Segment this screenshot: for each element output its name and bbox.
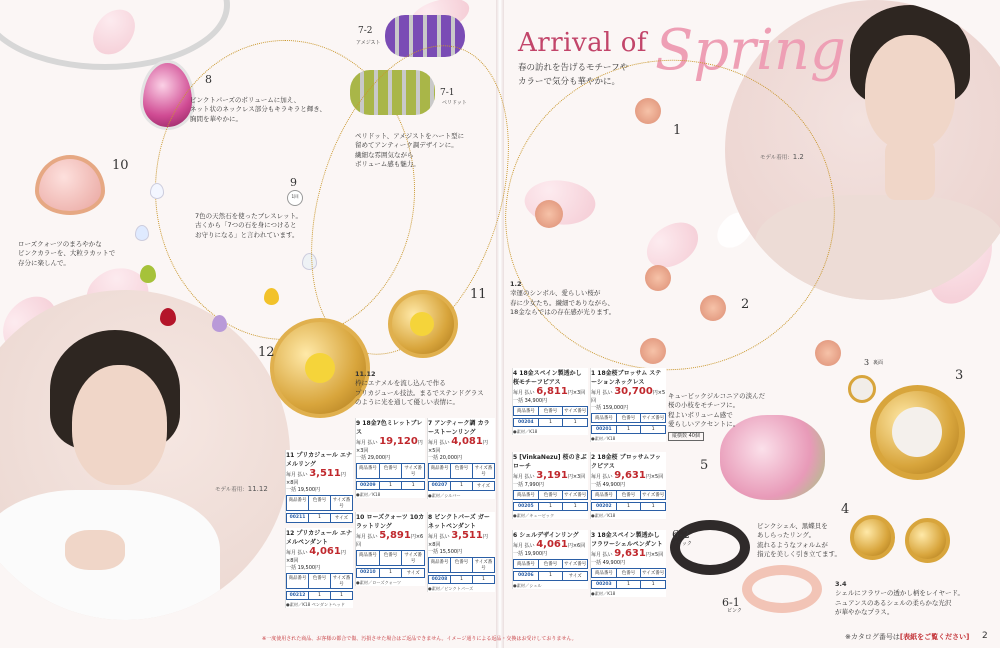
grid-header: サイズ番号 <box>642 571 665 576</box>
description-6 <box>757 522 847 560</box>
ref-label: 一括 <box>428 549 440 555</box>
text-line: 流れるようなフォルムが <box>757 540 828 549</box>
pay-label: 毎月 払い <box>428 534 450 540</box>
size-value: 1 <box>651 427 655 432</box>
grid-header: 商品番号 <box>514 407 539 415</box>
product-block-9 <box>355 418 425 498</box>
text-line: のように光を通して優しい表情に。 <box>355 398 459 407</box>
price-unit: 円×8回 <box>286 550 346 564</box>
size-value: 1 <box>651 582 655 587</box>
sakura-motif <box>535 200 563 228</box>
shell-inlay <box>892 407 942 457</box>
grid-header: サイズ番号 <box>474 560 493 571</box>
product-name: 18金桜ブロッサム ステーションネックレス <box>591 370 662 386</box>
product-block-4 <box>512 368 588 435</box>
order-grid <box>591 568 666 578</box>
product-code: 00203 <box>592 581 617 588</box>
text-line: 古くから「7つの石を身につけると <box>195 221 297 230</box>
catalog-number-note <box>845 632 969 642</box>
sakura-motif <box>815 340 841 366</box>
text-line: が華やかなプラス。 <box>835 608 894 617</box>
grid-header: 商品番号 <box>514 560 539 568</box>
product-block-2 <box>590 452 666 519</box>
item-number: 5 <box>700 458 709 473</box>
ref-label: 一括 <box>356 455 368 461</box>
pay-label: 毎月 払い <box>513 543 535 549</box>
product-name: アンティーク調 カラーストーンリング <box>428 420 490 436</box>
size-value: サイズ <box>568 574 582 579</box>
stone-count-tag: 縦横数 40個 <box>668 432 704 441</box>
product-number: 8 <box>428 514 433 521</box>
product-number: 5 <box>513 454 518 461</box>
reference-price: 49,900円 <box>602 560 626 566</box>
description-10 <box>18 240 138 268</box>
text-line: 3.4 <box>835 580 847 588</box>
product-name: プリカジュール エナメルペンダント <box>286 530 353 546</box>
sakura-motif <box>640 338 666 364</box>
reference-price: 49,900円 <box>602 482 626 488</box>
pay-label: 毎月 払い <box>591 552 613 558</box>
size-value: 1 <box>651 504 655 509</box>
grid-header: 色番号 <box>451 558 473 572</box>
product-code: 00207 <box>429 482 451 490</box>
gemstone-charm <box>140 265 156 283</box>
order-grid: 00203 1 1 <box>591 580 666 589</box>
product-code: 00210 <box>357 569 380 577</box>
back-label: 裏面 <box>873 360 884 366</box>
grid-header: 色番号 <box>617 569 642 577</box>
size-value: 1 <box>340 593 343 598</box>
order-grid: 00209 1 1 <box>356 481 425 490</box>
grid-header: 商品番号 <box>357 551 380 565</box>
text-line: ピンクシェル、黒蝶貝を <box>757 522 828 530</box>
material-note: ●素材／K18 <box>591 436 616 441</box>
monthly-price: 4,061 <box>309 546 341 557</box>
size-value: サイズ <box>334 516 349 521</box>
item-number: 2 <box>741 297 750 312</box>
product-name: ローズクォーツ 10カラットリング <box>356 514 425 530</box>
grid-header: 色番号 <box>617 414 642 422</box>
text-line: 存分に楽しんで。 <box>18 258 70 267</box>
order-grid: 00202 1 1 <box>591 502 666 511</box>
lead-line: カラーで気分も華やかに。 <box>518 76 621 87</box>
item-number: 10 <box>112 158 129 173</box>
product-number: 3 <box>591 532 596 539</box>
gemstone-charm <box>264 288 279 305</box>
product-code: 00202 <box>592 503 617 510</box>
grid-header: 商品番号 <box>429 464 451 478</box>
item-number: 3 <box>864 358 870 367</box>
order-grid <box>513 559 588 569</box>
order-grid: 00210 1 サイズ <box>356 568 425 578</box>
reference-price: 20,000円 <box>439 455 463 461</box>
pay-label: 毎月 払い <box>286 550 308 556</box>
order-grid <box>513 490 588 500</box>
caption-label: モデル着用： <box>760 155 793 161</box>
item-number: 9 <box>290 176 297 189</box>
ref-label: 一括 <box>591 560 603 566</box>
text-line: 繊細な雰囲気ながら <box>355 150 414 159</box>
pendant-center-stone <box>305 353 335 383</box>
price-unit: 円×5回 <box>428 440 488 454</box>
price-unit: 円×5回 <box>591 390 666 404</box>
catalog-note-text: ※カタログ番号は <box>845 633 900 641</box>
item-number: 11 <box>470 287 487 302</box>
product-code: 00208 <box>429 576 451 583</box>
reference-price: 29,000円 <box>367 455 391 461</box>
stone-label: アメジスト <box>356 40 381 46</box>
model-face <box>865 35 955 150</box>
material-note: ●素材／K18 <box>356 492 381 497</box>
title-spring: Spring <box>655 18 846 83</box>
text-line: 枠にエナメルを流し込んで作る <box>355 379 446 388</box>
reference-price: 19,500円 <box>297 565 321 571</box>
grid-header: 商品番号 <box>592 491 617 499</box>
product-code: 00212 <box>287 592 309 599</box>
order-grid: 00205 1 1 <box>513 502 588 511</box>
grid-header: サイズ番号 <box>404 553 422 564</box>
product-block-1 <box>590 368 666 442</box>
model-neck <box>885 140 935 200</box>
order-grid <box>428 463 495 479</box>
catalog-note-link: [表紙をご覧ください] <box>899 633 970 641</box>
gemstone-charm <box>160 308 176 326</box>
title-arrival: Arrival of <box>518 28 647 58</box>
color-label: ピンク <box>727 608 742 614</box>
grid-header: サイズ番号 <box>564 409 587 414</box>
grid-header: 色番号 <box>380 464 403 478</box>
text-line: ピンクトパーズのボリュームに加え、 <box>190 96 301 104</box>
gemstone-charm <box>135 225 149 241</box>
text-line: 幸運のシンボル、愛らしい桜が <box>510 289 601 298</box>
text-line: 春に少女たち。繊細でありながら、 <box>510 298 614 307</box>
price-unit: 円×6回 <box>567 543 586 549</box>
sakura-motif <box>635 98 661 124</box>
product-name: [VinkaNezu] 桜のきぶローチ <box>513 454 587 470</box>
grid-header: サイズ番号 <box>642 416 665 421</box>
product-block-8 <box>427 512 495 592</box>
price-unit: 円×6回 <box>356 534 424 548</box>
gemstone-charm <box>212 315 227 332</box>
product-code: 00204 <box>514 419 539 426</box>
text-line: 指元を美しく引き立てます。 <box>757 550 841 559</box>
size-value: 1 <box>482 577 485 582</box>
text-line: ピンクカラーを、大粒ラカットで <box>18 249 116 258</box>
product-code: 00211 <box>287 514 309 522</box>
product-number: 7 <box>428 420 433 427</box>
pay-label: 毎月 払い <box>591 390 613 396</box>
text-line: ネット状のネックレス部分もキラキラと輝き、 <box>190 105 327 114</box>
text-line: 1.2 <box>510 280 522 288</box>
product-number: 12 <box>286 530 295 537</box>
material-note: ●素材／K18 ペンダントヘッド <box>286 602 345 607</box>
product-code: 00209 <box>357 482 380 489</box>
grid-header: 商品番号 <box>592 414 617 422</box>
ref-label: 一括 <box>591 482 603 488</box>
text-line: プリカジュール技法。まるでステンドグラス <box>355 388 484 397</box>
order-grid: 00212 1 1 <box>286 591 353 600</box>
material-note: ●素材／シルバー <box>428 493 461 498</box>
grid-header: サイズ番号 <box>564 562 587 567</box>
text-line: ニュアンスのあるシェルの柔らかな光沢 <box>835 598 952 607</box>
model-face <box>72 365 167 485</box>
grid-header: 色番号 <box>617 491 642 499</box>
description-5 <box>668 392 788 441</box>
product-name: シェルデザインリング <box>519 532 579 539</box>
product-number: 2 <box>591 454 596 461</box>
pay-label: 毎月 払い <box>428 440 450 446</box>
product-name: ピンクトパーズ ガーネットペンダント <box>428 514 490 530</box>
product-number: 4 <box>513 370 518 377</box>
pay-label: 毎月 払い <box>356 534 378 540</box>
order-grid <box>591 490 666 500</box>
color-label: ブラック <box>672 541 692 547</box>
product-name: 18金7色ミレットブレス <box>356 420 423 436</box>
material-note: ●素材／キュービック <box>513 513 555 518</box>
text-line: お守りになる」と言われています。 <box>195 230 299 239</box>
flower-shell-earring <box>905 518 950 563</box>
monthly-price: 9,631 <box>614 548 646 559</box>
product-code: 00201 <box>592 426 617 433</box>
ring-center-stone <box>410 312 434 336</box>
order-grid <box>286 573 353 589</box>
product-number: 11 <box>286 452 295 459</box>
reference-price: 19,900円 <box>524 551 548 557</box>
monthly-price: 30,700 <box>614 386 653 397</box>
product-block-3 <box>590 530 666 597</box>
ref-label: 一括 <box>513 551 525 557</box>
text-line: 留めてアンティーク調デザインに。 <box>355 141 458 150</box>
order-grid <box>356 463 425 479</box>
product-number: 1 <box>591 370 596 377</box>
material-note: ●素材／K18 <box>513 429 538 434</box>
grid-header: 色番号 <box>539 560 564 568</box>
ref-label: 一括 <box>591 405 603 411</box>
sakura-hook-earring <box>645 265 671 291</box>
ref-label: 一括 <box>513 482 525 488</box>
text-line: キュービックジルコニアの淡んだ <box>668 392 766 400</box>
size-value: サイズ <box>476 484 491 489</box>
price-unit: 円×5回 <box>645 474 664 480</box>
price-unit: 円×8回 <box>428 534 488 548</box>
product-block-11 <box>285 450 353 523</box>
product-name: 18金桜 ブロッサムフックピアス <box>591 454 661 470</box>
pendant-back-view <box>848 375 876 403</box>
monthly-price: 3,191 <box>536 470 568 481</box>
monthly-price: 6,811 <box>536 386 568 397</box>
product-number: 6 <box>513 532 518 539</box>
text-line: ローズクォーツのまろやかな <box>18 240 102 248</box>
item-number: 12 <box>258 345 275 360</box>
grid-header: サイズ番号 <box>332 576 351 587</box>
gemstone-charm <box>150 183 164 199</box>
grid-header: サイズ番号 <box>564 493 587 498</box>
product-name: 18金スペイン製透かし 桜モチーフピアス <box>513 370 582 386</box>
pay-label: 毎月 払い <box>356 440 378 446</box>
grid-header: 色番号 <box>309 496 331 510</box>
product-number: 10 <box>356 514 365 521</box>
material-note: ●素材／ローズクォーツ <box>356 580 402 585</box>
grid-header: 商品番号 <box>287 574 309 588</box>
text-line: 愛らしいアクセントに。 <box>668 420 740 429</box>
order-grid <box>286 495 353 511</box>
product-code: 00205 <box>514 503 539 510</box>
size-value: 1 <box>573 420 577 425</box>
monthly-price: 3,511 <box>451 530 483 541</box>
text-line: 桜の小枝をモチーフに。 <box>668 401 740 410</box>
description-3-4 <box>835 580 985 618</box>
shell-ring-pink <box>742 565 822 613</box>
reference-price: 15,500円 <box>439 549 463 555</box>
grid-header: 商品番号 <box>287 496 309 510</box>
product-block-5 <box>512 452 588 519</box>
monthly-price: 3,511 <box>309 468 341 479</box>
description-8 <box>190 96 330 124</box>
item-number: 1 <box>673 123 682 138</box>
order-grid: 00204 1 1 <box>513 418 588 427</box>
text-line: シェルにフラワーの透かし柄をレイヤード。 <box>835 589 964 598</box>
product-block-7 <box>427 418 495 499</box>
text-line: 11.12 <box>355 370 376 378</box>
caption-number: 11.12 <box>247 485 268 493</box>
flower-shell-earring <box>850 515 895 560</box>
monthly-price: 4,061 <box>536 539 568 550</box>
order-grid <box>591 413 666 423</box>
description-9 <box>195 212 325 240</box>
item-number: 6-1 <box>722 596 740 609</box>
order-grid <box>356 550 425 566</box>
grid-header: 色番号 <box>539 407 564 415</box>
monthly-price: 19,120 <box>379 436 418 447</box>
monthly-price: 5,891 <box>379 530 411 541</box>
product-name: 18金スペイン製透かし フラワーシェルペンダント <box>591 532 663 548</box>
grid-header: 商品番号 <box>592 569 617 577</box>
reference-price: 7,990円 <box>524 482 544 488</box>
sakura-hook-earring <box>700 295 726 321</box>
caption-number: 1.2 <box>792 153 804 161</box>
grid-header: 色番号 <box>309 574 331 588</box>
product-code: 00206 <box>514 572 539 580</box>
grid-header: 商品番号 <box>514 491 539 499</box>
stone-label: ペリドット <box>442 100 467 106</box>
order-grid: 00206 1 サイズ <box>513 571 588 581</box>
price-unit: 円×3回 <box>567 390 586 396</box>
product-block-6 <box>512 530 588 589</box>
size-value: 1 <box>573 504 577 509</box>
pay-label: 毎月 払い <box>286 472 308 478</box>
reference-price: 19,500円 <box>297 487 321 493</box>
order-grid: 00208 1 1 <box>428 575 495 584</box>
text-line: 胸間を華やかに。 <box>190 114 242 123</box>
price-unit: 円×5回 <box>645 552 664 558</box>
order-grid <box>513 406 588 416</box>
material-note: ●素材／ピンクトパーズ <box>428 586 474 591</box>
ref-label: 一括 <box>286 565 298 571</box>
grid-header: サイズ番号 <box>474 466 493 477</box>
reference-price: 34,900円 <box>524 398 548 404</box>
grid-header: サイズ番号 <box>404 466 422 477</box>
item-number: 6-2 <box>672 528 690 541</box>
page-number: 2 <box>982 631 988 641</box>
text-line: ボリューム感も魅力。 <box>355 160 420 169</box>
lead-line: 春の訪れを告げるモチーフや <box>518 63 629 73</box>
grid-header: 商品番号 <box>429 558 451 572</box>
model-hand <box>65 530 125 570</box>
text-line: 程よいボリューム感で <box>668 410 733 419</box>
material-note: ●素材／シェル <box>513 583 542 588</box>
grid-header: 色番号 <box>539 491 564 499</box>
model-caption-left <box>215 485 268 493</box>
description-11-12 <box>355 370 495 408</box>
price-unit: 円×3回 <box>356 440 423 454</box>
pay-label: 毎月 払い <box>513 474 535 480</box>
description-1-2 <box>510 280 640 318</box>
monthly-price: 9,631 <box>614 470 646 481</box>
order-grid: 00211 1 サイズ <box>286 513 353 523</box>
size-value: サイズ <box>406 571 420 576</box>
item-number: 4 <box>841 502 850 517</box>
order-grid: 00207 1 サイズ <box>428 481 495 491</box>
product-name: プリカジュール エナメルリング <box>286 452 353 468</box>
reference-price: 159,000円 <box>602 405 629 411</box>
size-value: 1 <box>411 483 415 488</box>
order-grid: 00201 1 1 <box>591 425 666 434</box>
text-line: 7色の天然石を使ったブレスレット。 <box>195 212 303 220</box>
item-number: 7-1 <box>440 88 455 98</box>
text-line: ペリドット、アメジストをハート型に <box>355 132 465 140</box>
text-line: 18金ならではの存在感が光ります。 <box>510 308 616 317</box>
price-unit: 円×3回 <box>567 474 586 480</box>
pay-label: 毎月 払い <box>591 474 613 480</box>
price-unit: 円×8回 <box>286 472 346 486</box>
product-block-12 <box>285 528 353 608</box>
size-badge: 1回 <box>287 190 303 206</box>
monthly-price: 4,081 <box>451 436 483 447</box>
grid-header: 色番号 <box>451 464 473 478</box>
footer-disclaimer: ※一度使用された商品、お客様の都合で傷、汚損させた場合はご返品できません。イメージ通りによる返品・交換はお受けしておりません。 <box>262 636 577 642</box>
grid-header: サイズ番号 <box>642 493 665 498</box>
material-note: ●素材／K18 <box>591 513 616 518</box>
ref-label: 一括 <box>428 455 440 461</box>
item-number: 8 <box>205 73 212 86</box>
ref-label: 一括 <box>286 487 298 493</box>
order-grid <box>428 557 495 573</box>
product-block-10 <box>355 512 425 586</box>
pay-label: 毎月 払い <box>513 390 535 396</box>
item-number: 3 <box>955 368 964 383</box>
grid-header: 商品番号 <box>357 464 380 478</box>
caption-label: モデル着用： <box>215 487 248 493</box>
material-note: ●素材／K18 <box>591 591 616 596</box>
item-number: 7-2 <box>358 26 373 36</box>
text-line: あしらったリング。 <box>757 531 816 540</box>
grid-header: 色番号 <box>380 551 403 565</box>
grid-header: サイズ番号 <box>332 498 351 509</box>
ref-label: 一括 <box>513 398 525 404</box>
description-7 <box>355 132 490 170</box>
product-number: 9 <box>356 420 361 427</box>
